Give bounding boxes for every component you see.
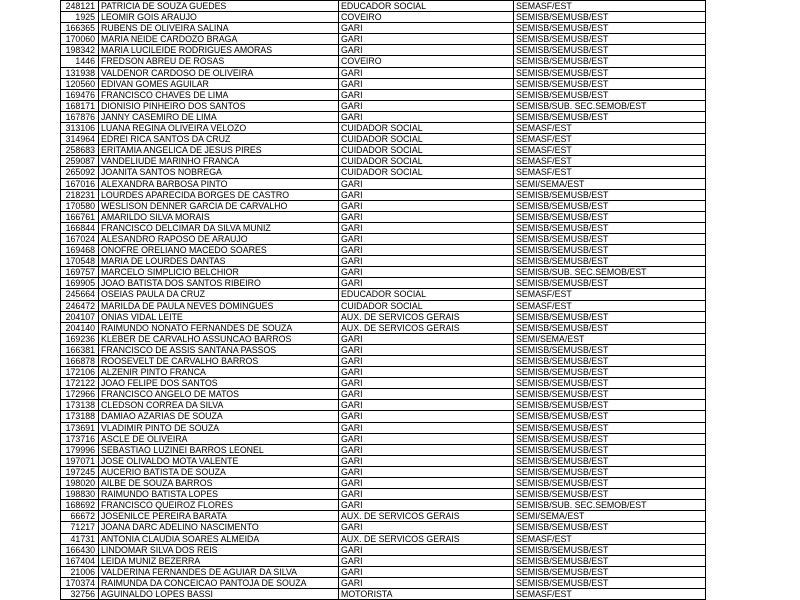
name-cell: MARCELO SIMPLICIO BELCHIOR: [99, 267, 339, 278]
table-row: [61, 300, 706, 311]
department-cell: SEMISB/SEMUSB/EST: [514, 200, 706, 211]
name-cell: JOANA DARC ADELINO NASCIMENTO: [99, 522, 339, 533]
matricula-cell: 218231: [61, 189, 99, 200]
role-cell: GARI: [339, 78, 514, 89]
table-row: [61, 444, 706, 455]
table-row: [61, 200, 706, 211]
role-cell: GARI: [339, 67, 514, 78]
department-cell: SEMISB/SEMUSB/EST: [514, 433, 706, 444]
matricula-cell: 71217: [61, 522, 99, 533]
matricula-cell: 167404: [61, 555, 99, 566]
department-cell: SEMISB/SEMUSB/EST: [514, 522, 706, 533]
table-row: [61, 123, 706, 134]
name-cell: LUANA REGINA OLIVEIRA VELOZO: [99, 123, 339, 134]
matricula-cell: 169468: [61, 245, 99, 256]
role-cell: GARI: [339, 344, 514, 355]
table-row: [61, 422, 706, 433]
name-cell: ROOSEVELT DE CARVALHO BARROS: [99, 356, 339, 367]
matricula-cell: 166761: [61, 211, 99, 222]
table-row: [61, 100, 706, 111]
role-cell: CUIDADOR SOCIAL: [339, 145, 514, 156]
table-row: [61, 134, 706, 145]
name-cell: DAMIAO AZARIAS DE SOUZA: [99, 411, 339, 422]
matricula-cell: 21006: [61, 566, 99, 577]
name-cell: LOURDES APARECIDA BORGES DE CASTRO: [99, 189, 339, 200]
role-cell: GARI: [339, 455, 514, 466]
matricula-cell: 197071: [61, 455, 99, 466]
name-cell: OSEIAS PAULA DA CRUZ: [99, 289, 339, 300]
name-cell: DIONISIO PINHEIRO DOS SANTOS: [99, 100, 339, 111]
role-cell: GARI: [339, 211, 514, 222]
table-row: [61, 45, 706, 56]
name-cell: AMARILDO SILVA MORAIS: [99, 211, 339, 222]
table-row: [61, 588, 706, 599]
role-cell: GARI: [339, 444, 514, 455]
name-cell: CLEDSON CORREA DA SILVA: [99, 400, 339, 411]
matricula-cell: 198830: [61, 489, 99, 500]
employee-table: [60, 0, 706, 600]
matricula-cell: 41731: [61, 533, 99, 544]
name-cell: LINDOMAR SILVA DOS REIS: [99, 544, 339, 555]
matricula-cell: 169476: [61, 89, 99, 100]
matricula-cell: 169757: [61, 267, 99, 278]
name-cell: FREDSON ABREU DE ROSAS: [99, 56, 339, 67]
name-cell: AUCERIO BATISTA DE SOUZA: [99, 466, 339, 477]
table-row: [61, 466, 706, 477]
matricula-cell: 131938: [61, 67, 99, 78]
table-row: [61, 56, 706, 67]
department-cell: SEMISB/SEMUSB/EST: [514, 555, 706, 566]
matricula-cell: 169236: [61, 333, 99, 344]
name-cell: EDREI RICA SANTOS DA CRUZ: [99, 134, 339, 145]
table-row: [61, 256, 706, 267]
name-cell: MARIA DE LOURDES DANTAS: [99, 256, 339, 267]
matricula-cell: 168171: [61, 100, 99, 111]
role-cell: MOTORISTA: [339, 588, 514, 599]
table-row: [61, 333, 706, 344]
role-cell: GARI: [339, 411, 514, 422]
department-cell: SEMISB/SEMUSB/EST: [514, 411, 706, 422]
department-cell: SEMISB/SEMUSB/EST: [514, 89, 706, 100]
role-cell: GARI: [339, 400, 514, 411]
table-row: [61, 12, 706, 23]
employee-table-body: [61, 1, 706, 600]
role-cell: GARI: [339, 333, 514, 344]
table-row: [61, 278, 706, 289]
role-cell: GARI: [339, 245, 514, 256]
matricula-cell: 245664: [61, 289, 99, 300]
matricula-cell: 204107: [61, 311, 99, 322]
department-cell: SEMASF/EST: [514, 156, 706, 167]
role-cell: GARI: [339, 189, 514, 200]
table-row: [61, 89, 706, 100]
matricula-cell: 198020: [61, 478, 99, 489]
role-cell: AUX. DE SERVICOS GERAIS: [339, 311, 514, 322]
matricula-cell: 167016: [61, 178, 99, 189]
role-cell: CUIDADOR SOCIAL: [339, 300, 514, 311]
role-cell: GARI: [339, 34, 514, 45]
matricula-cell: 173691: [61, 422, 99, 433]
name-cell: WESLISON DENNER GARCIA DE CARVALHO: [99, 200, 339, 211]
department-cell: SEMISB/SEMUSB/EST: [514, 256, 706, 267]
department-cell: SEMISB/SEMUSB/EST: [514, 356, 706, 367]
name-cell: RAIMUNDA DA CONCEICAO PANTOJA DE SOUZA: [99, 577, 339, 588]
role-cell: GARI: [339, 256, 514, 267]
name-cell: JOAO BATISTA DOS SANTOS RIBEIRO: [99, 278, 339, 289]
matricula-cell: 32756: [61, 588, 99, 599]
table-row: [61, 511, 706, 522]
matricula-cell: 204140: [61, 322, 99, 333]
table-row: [61, 344, 706, 355]
department-cell: SEMISB/SEMUSB/EST: [514, 278, 706, 289]
matricula-cell: 1446: [61, 56, 99, 67]
role-cell: GARI: [339, 278, 514, 289]
department-cell: SEMI/SEMA/EST: [514, 178, 706, 189]
department-cell: SEMISB/SEMUSB/EST: [514, 577, 706, 588]
table-row: [61, 400, 706, 411]
matricula-cell: 170548: [61, 256, 99, 267]
name-cell: FRANCISCO ANGELO DE MATOS: [99, 389, 339, 400]
name-cell: VANDELIUDE MARINHO FRANCA: [99, 156, 339, 167]
department-cell: SEMISB/SEMUSB/EST: [514, 12, 706, 23]
department-cell: SEMISB/SEMUSB/EST: [514, 34, 706, 45]
department-cell: SEMASF/EST: [514, 1, 706, 12]
department-cell: SEMISB/SEMUSB/EST: [514, 23, 706, 34]
table-row: [61, 411, 706, 422]
table-row: [61, 322, 706, 333]
matricula-cell: 166365: [61, 23, 99, 34]
name-cell: ERITAMIA ANGELICA DE JESUS PIRES: [99, 145, 339, 156]
matricula-cell: 258683: [61, 145, 99, 156]
department-cell: SEMISB/SEMUSB/EST: [514, 322, 706, 333]
department-cell: SEMASF/EST: [514, 588, 706, 599]
name-cell: ONOFRE ORELIANO MACEDO SOARES: [99, 245, 339, 256]
department-cell: SEMASF/EST: [514, 289, 706, 300]
name-cell: ALESANDRO RAPOSO DE ARAUJO: [99, 233, 339, 244]
name-cell: VALDENOR CARDOSO DE OLIVEIRA: [99, 67, 339, 78]
role-cell: GARI: [339, 45, 514, 56]
department-cell: SEMISB/SEMUSB/EST: [514, 56, 706, 67]
table-row: [61, 111, 706, 122]
name-cell: ANTONIA CLAUDIA SOARES ALMEIDA: [99, 533, 339, 544]
table-row: [61, 378, 706, 389]
name-cell: JOAO FELIPE DOS SANTOS: [99, 378, 339, 389]
matricula-cell: 172966: [61, 389, 99, 400]
table-row: [61, 367, 706, 378]
role-cell: GARI: [339, 367, 514, 378]
role-cell: GARI: [339, 500, 514, 511]
name-cell: VLADIMIR PINTO DE SOUZA: [99, 422, 339, 433]
role-cell: GARI: [339, 555, 514, 566]
name-cell: VALDERINA FERNANDES DE AGUIAR DA SILVA: [99, 566, 339, 577]
role-cell: AUX. DE SERVICOS GERAIS: [339, 511, 514, 522]
matricula-cell: 166430: [61, 544, 99, 555]
name-cell: AILBE DE SOUZA BARROS: [99, 478, 339, 489]
department-cell: SEMISB/SEMUSB/EST: [514, 189, 706, 200]
name-cell: JOSE OLIVALDO MOTA VALENTE: [99, 455, 339, 466]
table-row: [61, 522, 706, 533]
department-cell: SEMASF/EST: [514, 145, 706, 156]
table-row: [61, 555, 706, 566]
department-cell: SEMI/SEMA/EST: [514, 333, 706, 344]
role-cell: AUX. DE SERVICOS GERAIS: [339, 322, 514, 333]
matricula-cell: 167024: [61, 233, 99, 244]
name-cell: RUBENS DE OLIVEIRA SALINA: [99, 23, 339, 34]
matricula-cell: 1925: [61, 12, 99, 23]
department-cell: SEMISB/SEMUSB/EST: [514, 311, 706, 322]
table-row: [61, 222, 706, 233]
department-cell: SEMISB/SEMUSB/EST: [514, 489, 706, 500]
matricula-cell: 173138: [61, 400, 99, 411]
table-row: [61, 311, 706, 322]
table-row: [61, 178, 706, 189]
name-cell: LEOMIR GOIS ARAUJO: [99, 12, 339, 23]
table-row: [61, 23, 706, 34]
table-row: [61, 478, 706, 489]
name-cell: LEIDA MUNIZ BEZERRA: [99, 555, 339, 566]
department-cell: SEMISB/SUB. SEC.SEMOB/EST: [514, 267, 706, 278]
role-cell: AUX. DE SERVICOS GERAIS: [339, 533, 514, 544]
role-cell: CUIDADOR SOCIAL: [339, 123, 514, 134]
name-cell: ASCLE DE OLIVEIRA: [99, 433, 339, 444]
table-row: [61, 433, 706, 444]
role-cell: GARI: [339, 389, 514, 400]
matricula-cell: 172106: [61, 367, 99, 378]
role-cell: GARI: [339, 200, 514, 211]
department-cell: SEMISB/SEMUSB/EST: [514, 211, 706, 222]
table-row: [61, 577, 706, 588]
name-cell: FRANCISCO CHAVES DE LIMA: [99, 89, 339, 100]
department-cell: SEMASF/EST: [514, 134, 706, 145]
role-cell: COVEIRO: [339, 12, 514, 23]
name-cell: JOSENILCE PEREIRA BARATA: [99, 511, 339, 522]
role-cell: GARI: [339, 233, 514, 244]
role-cell: GARI: [339, 422, 514, 433]
role-cell: EDUCADOR SOCIAL: [339, 289, 514, 300]
department-cell: SEMISB/SEMUSB/EST: [514, 455, 706, 466]
table-row: [61, 34, 706, 45]
role-cell: GARI: [339, 489, 514, 500]
table-row: [61, 156, 706, 167]
matricula-cell: 313106: [61, 123, 99, 134]
department-cell: SEMISB/SEMUSB/EST: [514, 45, 706, 56]
matricula-cell: 259087: [61, 156, 99, 167]
table-row: [61, 489, 706, 500]
department-cell: SEMISB/SUB. SEC.SEMOB/EST: [514, 500, 706, 511]
matricula-cell: 169905: [61, 278, 99, 289]
role-cell: GARI: [339, 222, 514, 233]
matricula-cell: 170580: [61, 200, 99, 211]
matricula-cell: 166844: [61, 222, 99, 233]
table-row: [61, 544, 706, 555]
department-cell: SEMISB/SEMUSB/EST: [514, 378, 706, 389]
table-row: [61, 289, 706, 300]
department-cell: SEMISB/SEMUSB/EST: [514, 67, 706, 78]
matricula-cell: 172122: [61, 378, 99, 389]
table-row: [61, 566, 706, 577]
matricula-cell: 248121: [61, 1, 99, 12]
name-cell: FRANCISCO DELCIMAR DA SILVA MUNIZ: [99, 222, 339, 233]
department-cell: SEMISB/SEMUSB/EST: [514, 400, 706, 411]
matricula-cell: 173188: [61, 411, 99, 422]
department-cell: SEMISB/SEMUSB/EST: [514, 544, 706, 555]
department-cell: SEMISB/SEMUSB/EST: [514, 78, 706, 89]
department-cell: SEMISB/SEMUSB/EST: [514, 111, 706, 122]
table-row: [61, 245, 706, 256]
role-cell: GARI: [339, 100, 514, 111]
department-cell: SEMISB/SEMUSB/EST: [514, 389, 706, 400]
matricula-cell: 314964: [61, 134, 99, 145]
name-cell: SEBASTIAO LUZINEI BARROS LEONEL: [99, 444, 339, 455]
role-cell: GARI: [339, 466, 514, 477]
table-row: [61, 267, 706, 278]
name-cell: MARILDA DE PAULA NEVES DOMINGUES: [99, 300, 339, 311]
matricula-cell: 265092: [61, 167, 99, 178]
matricula-cell: 246472: [61, 300, 99, 311]
table-row: [61, 500, 706, 511]
table-row: [61, 189, 706, 200]
department-cell: SEMISB/SEMUSB/EST: [514, 222, 706, 233]
role-cell: CUIDADOR SOCIAL: [339, 134, 514, 145]
role-cell: GARI: [339, 111, 514, 122]
role-cell: GARI: [339, 89, 514, 100]
matricula-cell: 120560: [61, 78, 99, 89]
role-cell: GARI: [339, 544, 514, 555]
matricula-cell: 170060: [61, 34, 99, 45]
matricula-cell: 179996: [61, 444, 99, 455]
matricula-cell: 197245: [61, 466, 99, 477]
department-cell: SEMISB/SEMUSB/EST: [514, 566, 706, 577]
role-cell: GARI: [339, 433, 514, 444]
department-cell: SEMISB/SEMUSB/EST: [514, 367, 706, 378]
matricula-cell: 166878: [61, 356, 99, 367]
name-cell: PATRICIA DE SOUZA GUEDES: [99, 1, 339, 12]
role-cell: GARI: [339, 178, 514, 189]
table-row: [61, 145, 706, 156]
matricula-cell: 66672: [61, 511, 99, 522]
name-cell: RAIMUNDO NONATO FERNANDES DE SOUZA: [99, 322, 339, 333]
table-row: [61, 533, 706, 544]
matricula-cell: 170374: [61, 577, 99, 588]
role-cell: GARI: [339, 356, 514, 367]
name-cell: RAIMUNDO BATISTA LOPES: [99, 489, 339, 500]
department-cell: SEMISB/SUB. SEC.SEMOB/EST: [514, 100, 706, 111]
name-cell: MARIA NEIDE CARDOZO BRAGA: [99, 34, 339, 45]
name-cell: FRANCISCO DE ASSIS SANTANA PASSOS: [99, 344, 339, 355]
department-cell: SEMASF/EST: [514, 123, 706, 134]
name-cell: ONIAS VIDAL LEITE: [99, 311, 339, 322]
role-cell: COVEIRO: [339, 56, 514, 67]
name-cell: MARIA LUCILEIDE RODRIGUES AMORAS: [99, 45, 339, 56]
name-cell: FRANCISCO QUEIROZ FLORES: [99, 500, 339, 511]
name-cell: ALZENIR PINTO FRANCA: [99, 367, 339, 378]
role-cell: GARI: [339, 478, 514, 489]
table-row: [61, 78, 706, 89]
role-cell: GARI: [339, 23, 514, 34]
name-cell: AGUINALDO LOPES BASSI: [99, 588, 339, 599]
department-cell: SEMI/SEMA/EST: [514, 511, 706, 522]
table-row: [61, 167, 706, 178]
matricula-cell: 168692: [61, 500, 99, 511]
table-row: [61, 67, 706, 78]
role-cell: GARI: [339, 522, 514, 533]
matricula-cell: 173716: [61, 433, 99, 444]
department-cell: SEMISB/SEMUSB/EST: [514, 444, 706, 455]
name-cell: JOANITA SANTOS NOBREGA: [99, 167, 339, 178]
name-cell: KLEBER DE CARVALHO ASSUNCAO BARROS: [99, 333, 339, 344]
role-cell: GARI: [339, 378, 514, 389]
department-cell: SEMISB/SEMUSB/EST: [514, 344, 706, 355]
name-cell: ALEXANDRA BARBOSA PINTO: [99, 178, 339, 189]
name-cell: EDIVAN GOMES AGUILAR: [99, 78, 339, 89]
role-cell: GARI: [339, 566, 514, 577]
name-cell: JANNY CASEMIRO DE LIMA: [99, 111, 339, 122]
table-row: [61, 455, 706, 466]
role-cell: EDUCADOR SOCIAL: [339, 1, 514, 12]
department-cell: SEMISB/SEMUSB/EST: [514, 422, 706, 433]
department-cell: SEMISB/SEMUSB/EST: [514, 478, 706, 489]
table-row: [61, 211, 706, 222]
matricula-cell: 167876: [61, 111, 99, 122]
table-row: [61, 356, 706, 367]
department-cell: SEMASF/EST: [514, 167, 706, 178]
matricula-cell: 198342: [61, 45, 99, 56]
table-row: [61, 389, 706, 400]
department-cell: SEMISB/SEMUSB/EST: [514, 233, 706, 244]
department-cell: SEMASF/EST: [514, 300, 706, 311]
role-cell: CUIDADOR SOCIAL: [339, 167, 514, 178]
matricula-cell: 166381: [61, 344, 99, 355]
department-cell: SEMISB/SEMUSB/EST: [514, 466, 706, 477]
role-cell: GARI: [339, 267, 514, 278]
department-cell: SEMASF/EST: [514, 533, 706, 544]
role-cell: GARI: [339, 577, 514, 588]
role-cell: CUIDADOR SOCIAL: [339, 156, 514, 167]
table-row: [61, 1, 706, 12]
table-row: [61, 233, 706, 244]
department-cell: SEMISB/SEMUSB/EST: [514, 245, 706, 256]
